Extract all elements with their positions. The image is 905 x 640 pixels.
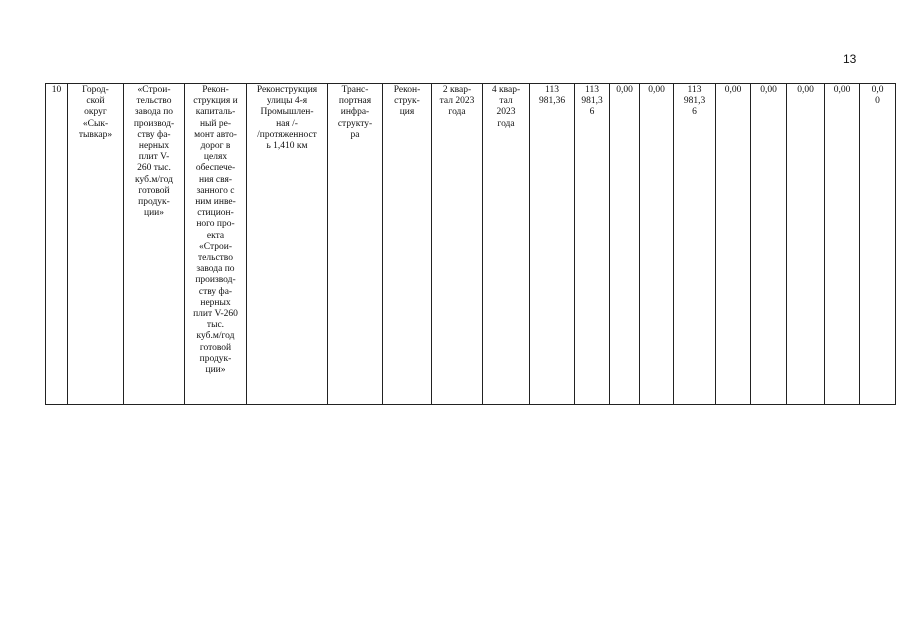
cell-amount: 0,0 0 <box>860 84 896 405</box>
cell-amount: 113 981,3 6 <box>575 84 610 405</box>
cell-row-number: 10 <box>46 84 68 405</box>
cell-end-date: 4 квар- тал 2023 года <box>483 84 530 405</box>
cell-start-date: 2 квар- тал 2023 года <box>432 84 483 405</box>
cell-amount: 0,00 <box>640 84 674 405</box>
cell-amount: 0,00 <box>716 84 751 405</box>
cell-amount: 0,00 <box>751 84 787 405</box>
cell-amount: 113 981,36 <box>530 84 575 405</box>
cell-work-type: Рекон- струк- ция <box>383 84 432 405</box>
cell-investment-project: «Строи- тельство завода по производ- ству фа- нерных плит V- 260 тыс. куб.м/год готовой продук- ции» <box>124 84 185 405</box>
page-number: 13 <box>843 52 857 66</box>
cell-amount: 0,00 <box>825 84 860 405</box>
cell-municipality: Город- ской округ «Сык- тывкар» <box>68 84 124 405</box>
table-row <box>46 84 896 405</box>
cell-infrastructure-type: Транс- портная инфра- структу- ра <box>328 84 383 405</box>
investment-projects-table <box>45 83 896 405</box>
cell-object-name: Реконструкция улицы 4-я Промышлен- ная /- /протяженност ь 1,410 км <box>247 84 328 405</box>
cell-amount: 0,00 <box>610 84 640 405</box>
cell-activity-description: Рекон- струкция и капиталь- ный ре- монт авто- дорог в целях обеспече- ния свя- занного с ним инве- стицион- ного про- екта «Строи- тельство завода по производ- ству фа- нерных плит V-260 тыс. куб.м/год готовой продук- ции» <box>185 84 247 405</box>
cell-amount: 113 981,3 6 <box>674 84 716 405</box>
cell-amount: 0,00 <box>787 84 825 405</box>
